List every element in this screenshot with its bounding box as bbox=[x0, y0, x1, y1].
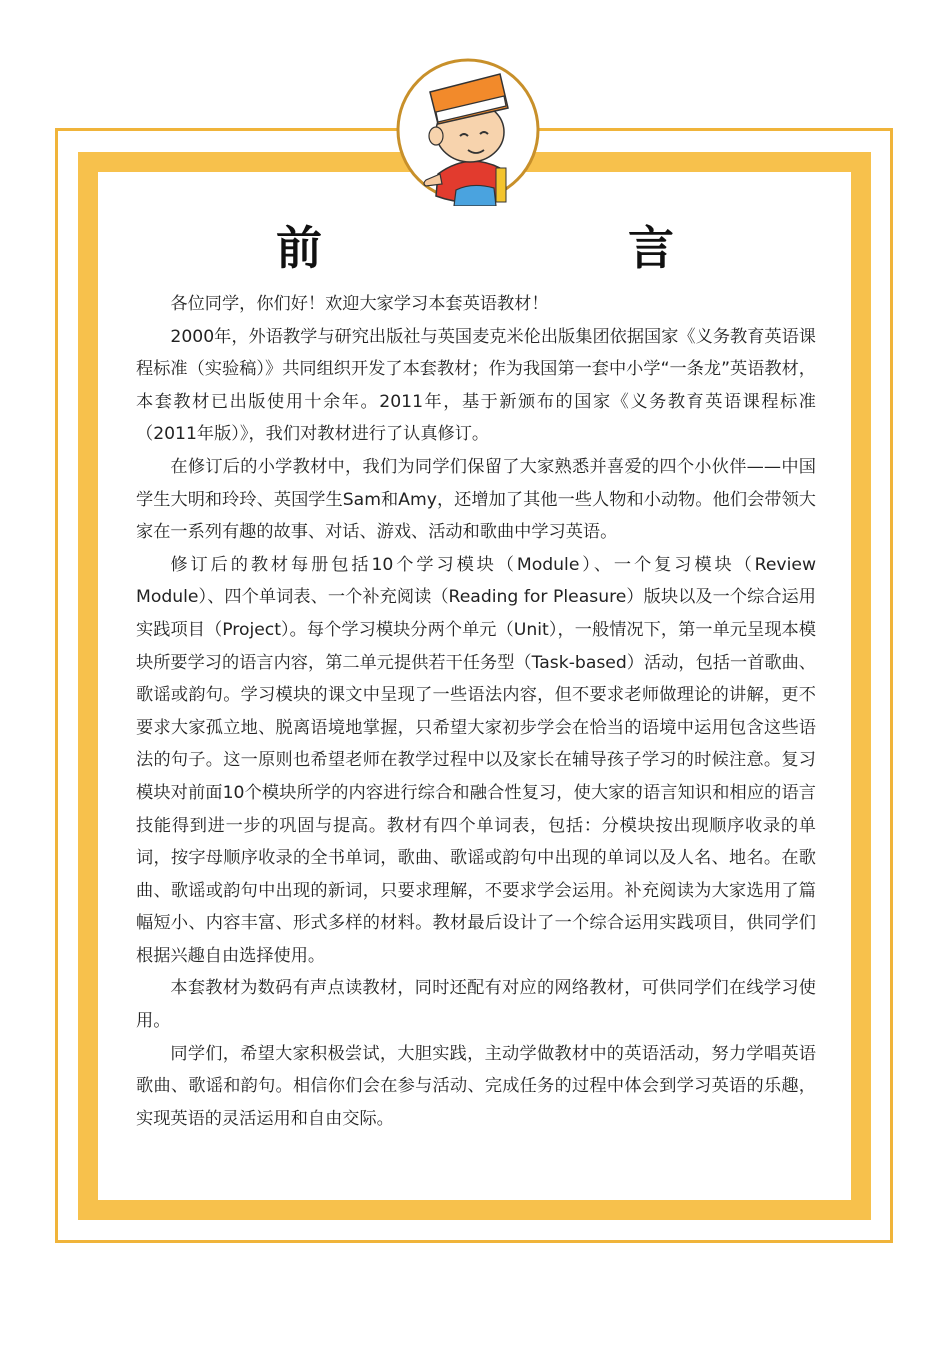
preface-body bbox=[136, 288, 816, 1135]
paragraph: 本套教材为数码有声点读教材，同时还配有对应的网络教材，可供同学们在线学习使用。 bbox=[136, 978, 816, 1032]
paragraph: 2000年，外语教学与研究出版社与英国麦克米伦出版集团依据国家《义务教育英语课程标准（实验稿）》共同组织开发了本套教材；作为我国第一套中小学“一条龙”英语教材，本套教材已出版使用十余年。2011年，基于新颁布的国家《义务教育英语课程标准（2011年版）》，我们对教材进行了认真修订。 bbox=[136, 326, 816, 445]
paragraph: 修订后的教材每册包括10个学习模块（Module）、一个复习模块（Review Module）、四个单词表、一个补充阅读（Reading for Pleasure）版块以及一个综合运用实践项目（Project）。每个学习模块分两个单元（Unit），一般情况下，第一单元呈现本模块所要学习的语言内容，第二单元提供若干任务型（Task-based）活动，包括一首歌曲、歌谣或韵句。学习模块的课文中呈现了一些语法内容，但不要求老师做理论的讲解，更不要求大家孤立地、脱离语境地掌握，只希望大家初步学会在恰当的语境中运用包含这些语法的句子。这一原则也希望老师在教学过程中以及家长在辅导孩子学习的时候注意。复习模块对前面10个模块所学的内容进行综合和融合性复习，使大家的语言知识和相应的语言技能得到进一步的巩固与提高。教材有四个单词表，包括：分模块按出现顺序收录的单词，按字母顺序收录的全书单词，歌曲、歌谣或韵句中出现的单词以及人名、地名。在歌曲、歌谣或韵句中出现的新词，只要求理解，不要求学会运用。补充阅读为大家选用了篇幅短小、内容丰富、形式多样的材料。教材最后设计了一个综合运用实践项目，供同学们根据兴趣自由选择使用。 bbox=[136, 554, 816, 966]
paragraph: 各位同学，你们好！欢迎大家学习本套英语教材！ bbox=[170, 294, 549, 314]
paragraph: 同学们，希望大家积极尝试，大胆实践，主动学做教材中的英语活动，努力学唱英语歌曲、歌谣和韵句。相信你们会在参与活动、完成任务的过程中体会到学习英语的乐趣，实现英语的灵活运用和自由交际。 bbox=[136, 1043, 816, 1129]
paragraph: 在修订后的小学教材中，我们为同学们保留了大家熟悉并喜爱的四个小伙伴——中国学生大明和玲玲、英国学生Sam和Amy，还增加了其他一些人物和小动物。他们会带领大家在一系列有趣的故事、对话、游戏、活动和歌曲中学习英语。 bbox=[136, 456, 816, 543]
mascot-illustration bbox=[396, 56, 540, 206]
page-title: 前 言 bbox=[276, 221, 804, 275]
